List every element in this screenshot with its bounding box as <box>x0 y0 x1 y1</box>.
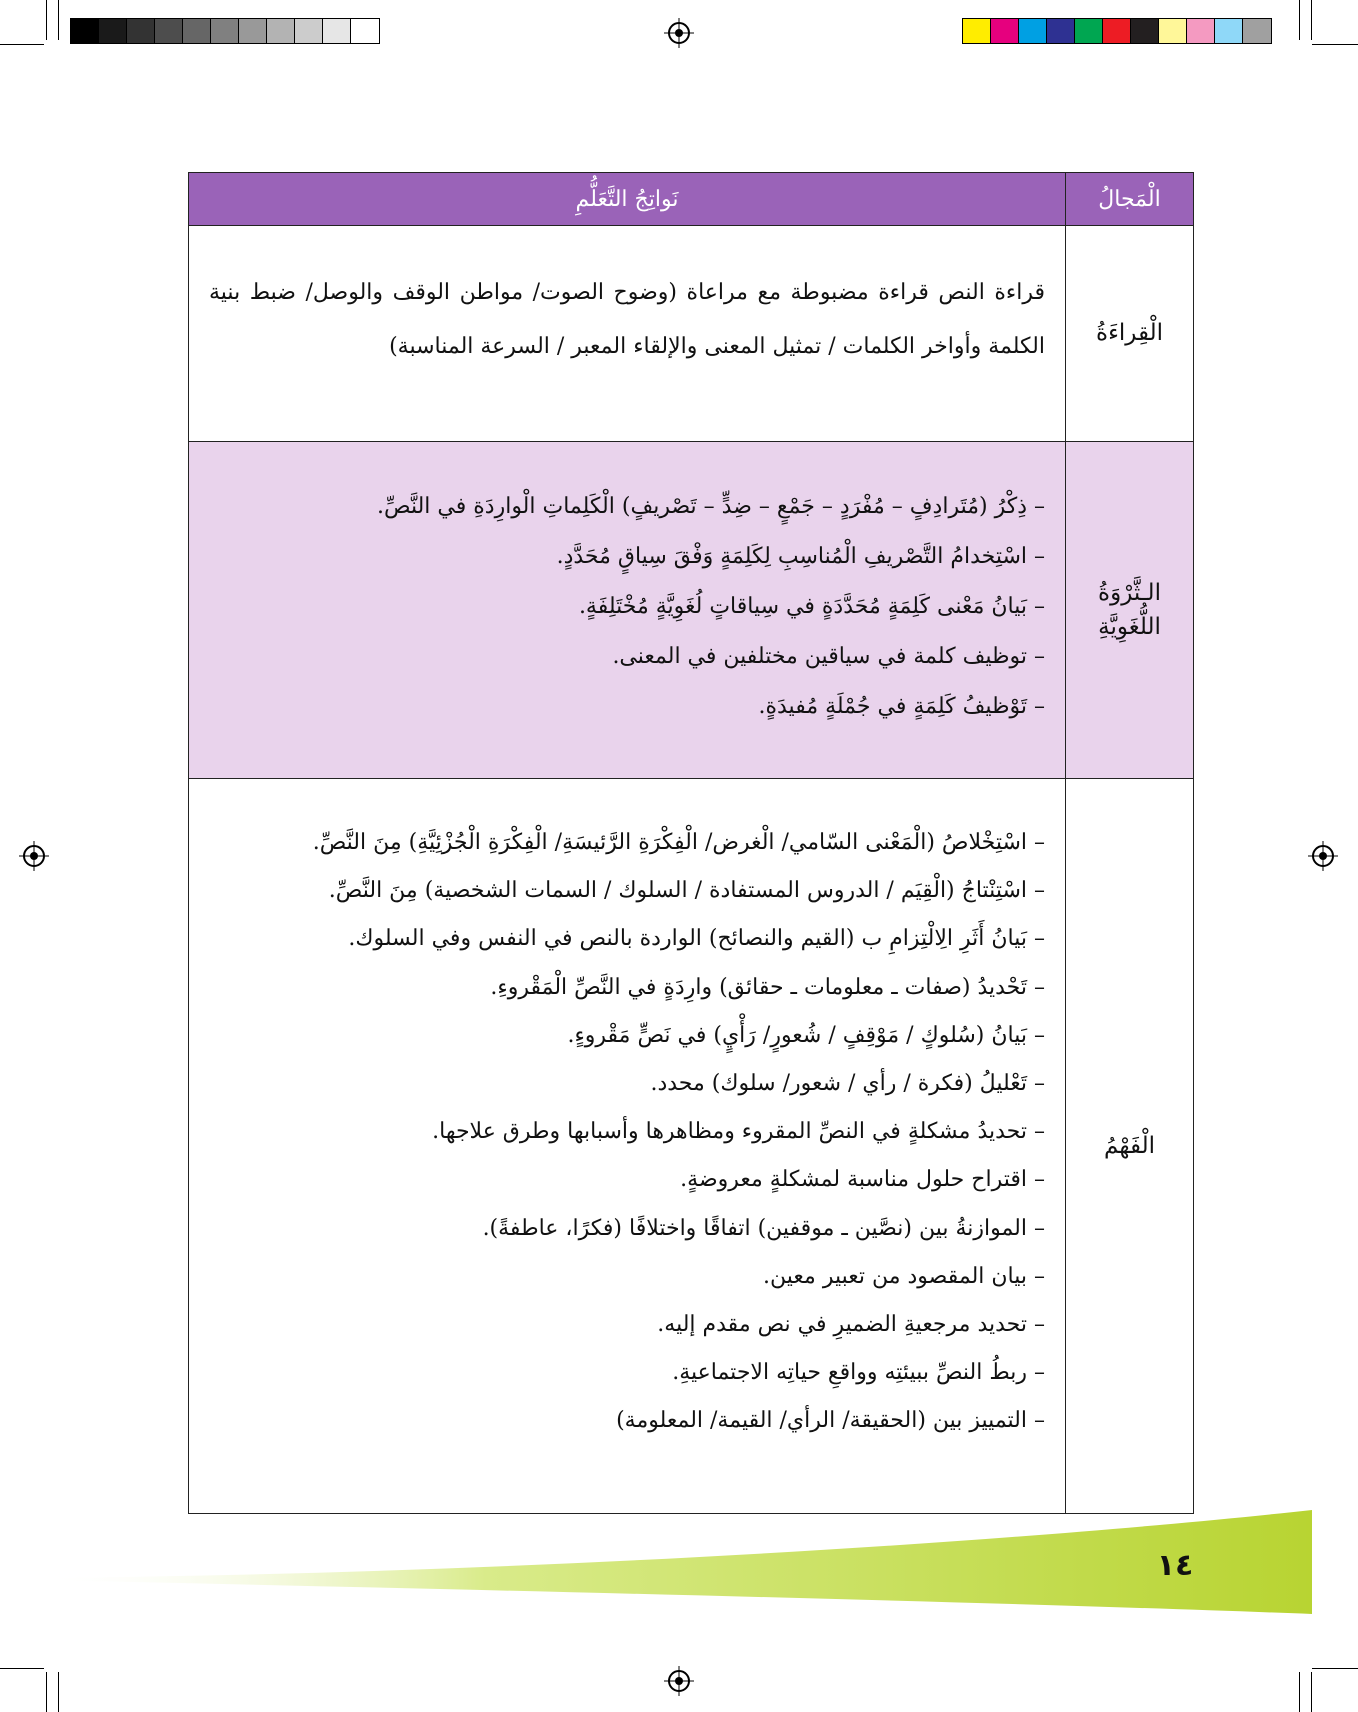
registration-mark-right <box>1312 845 1334 867</box>
outcome-line: – توظيف كلمة في سياقين مختلفين في المعنى. <box>612 644 1045 669</box>
outcome-line: – تحديدُ مشكلةٍ في النصِّ المقروء ومظاهرها وأسبابها وطرق علاجها. <box>432 1119 1045 1145</box>
registration-mark-top <box>668 22 690 44</box>
outcome-line: – بَيانُ مَعْنى كَلِمَةٍ مُحَدَّدَةٍ في سِياقاتٍ لُغَوِيَّةٍ مُخْتَلِفَةٍ. <box>578 594 1045 619</box>
outcome-line: – بَيانُ (سُلوكٍ / مَوْقِفٍ / شُعورٍ/ رَأْيٍ) في نَصٍّ مَقْروءٍ. <box>567 1022 1045 1048</box>
header-field: الْمَجالُ <box>1065 173 1193 225</box>
outcome-line: – تحديد مرجعيةِ الضميرِ في نص مقدم إليه. <box>657 1312 1045 1338</box>
outcome-line: – ربطُ النصِّ ببيئتِه وواقعِ حياتِه الاجتماعيةِ. <box>672 1360 1045 1386</box>
outcome-line: – بَيانُ أَثَرِ الِالْتِزامِ ب (القيم والنصائح) الواردة بالنص في النفس وفي السلوك. <box>348 926 1045 952</box>
table-row-reading <box>189 225 1193 441</box>
cmyk-color-bar <box>962 18 1272 44</box>
table-row-comprehension <box>189 778 1193 1513</box>
outcome-line: – ذِكْرُ (مُتَرادِفٍ – مُفْرَدٍ – جَمْعٍ – ضِدٍّ – تَصْريفٍ) الْكَلِماتِ الْوارِدَةِ في النَّصِّ. <box>377 494 1045 519</box>
learning-outcomes-table <box>188 172 1194 1514</box>
outcomes-reading <box>189 226 1065 441</box>
outcome-line: – تَعْليلُ (فكرة / رأي / شعور/ سلوك) محدد. <box>650 1071 1045 1097</box>
field-vocabulary-line1: الـثَّرْوَةُ <box>1098 579 1161 606</box>
field-vocabulary <box>1065 442 1193 778</box>
grayscale-color-bar <box>70 18 380 44</box>
registration-mark-left <box>23 845 45 867</box>
registration-mark-bottom <box>668 1670 690 1692</box>
field-comprehension: الْفَهْمُ <box>1065 779 1193 1513</box>
outcomes-vocabulary <box>189 442 1065 778</box>
outcome-line: – بيان المقصود من تعبير معين. <box>763 1263 1045 1289</box>
outcomes-comprehension <box>189 779 1065 1513</box>
outcome-line: – اسْتِخْلاصُ (الْمَعْنى السّامي/ الْغرض/ الْفِكْرَةِ الرَّئيسَةِ/ الْفِكْرَةِ الْجُزْئِيَّةِ) مِنَ النَّصِّ. <box>312 830 1045 855</box>
outcome-line: – اسْتِنْتاجُ (الْقِيَم / الدروس المستفادة / السلوك / السمات الشخصية) مِنَ النَّصِّ. <box>328 878 1045 904</box>
field-reading: الْقِراءَةُ <box>1065 226 1193 441</box>
outcome-line: قراءة النص قراءة مضبوطة مع مراعاة (وضوح الصوت/ مواطن الوقف والوصل/ ضبط بنية الكلمة وأواخر الكلمات / تمثيل المعنى والإلقاء المعبر / السرعة المناسبة) <box>209 280 1045 359</box>
outcome-line: – تَوْظيفُ كَلِمَةٍ في جُمْلَةٍ مُفيدَةٍ. <box>758 694 1045 719</box>
header-outcomes: نَواتِجُ التَّعَلُّمِ <box>575 186 679 212</box>
table-header-row <box>189 173 1193 225</box>
outcome-line: – الموازنةُ بين (نصَّين ـ موقفين) اتفاقًا واختلافًا (فكرًا، عاطفةً). <box>482 1215 1045 1241</box>
field-vocabulary-line2: اللُّغَوِيَّةِ <box>1098 614 1161 640</box>
outcome-line: – اسْتِخدامُ التَّصْريفِ الْمُناسِبِ لِكَلِمَةٍ وَفْقَ سِياقٍ مُحَدَّدٍ. <box>556 544 1045 569</box>
page-number: ١٤ <box>1156 1548 1194 1583</box>
outcome-line: – التمييز بين (الحقيقة/ الرأي/ القيمة/ المعلومة) <box>616 1408 1045 1434</box>
footer-green-band <box>0 1510 1315 1614</box>
outcome-line: – تَحْديدُ (صفات ـ معلومات ـ حقائق) وارِدَةٍ في النَّصِّ الْمَقْروءِ. <box>490 974 1045 1000</box>
table-row-vocabulary <box>189 441 1193 778</box>
outcome-line: – اقتراح حلول مناسبة لمشكلةٍ معروضةٍ. <box>680 1167 1045 1193</box>
